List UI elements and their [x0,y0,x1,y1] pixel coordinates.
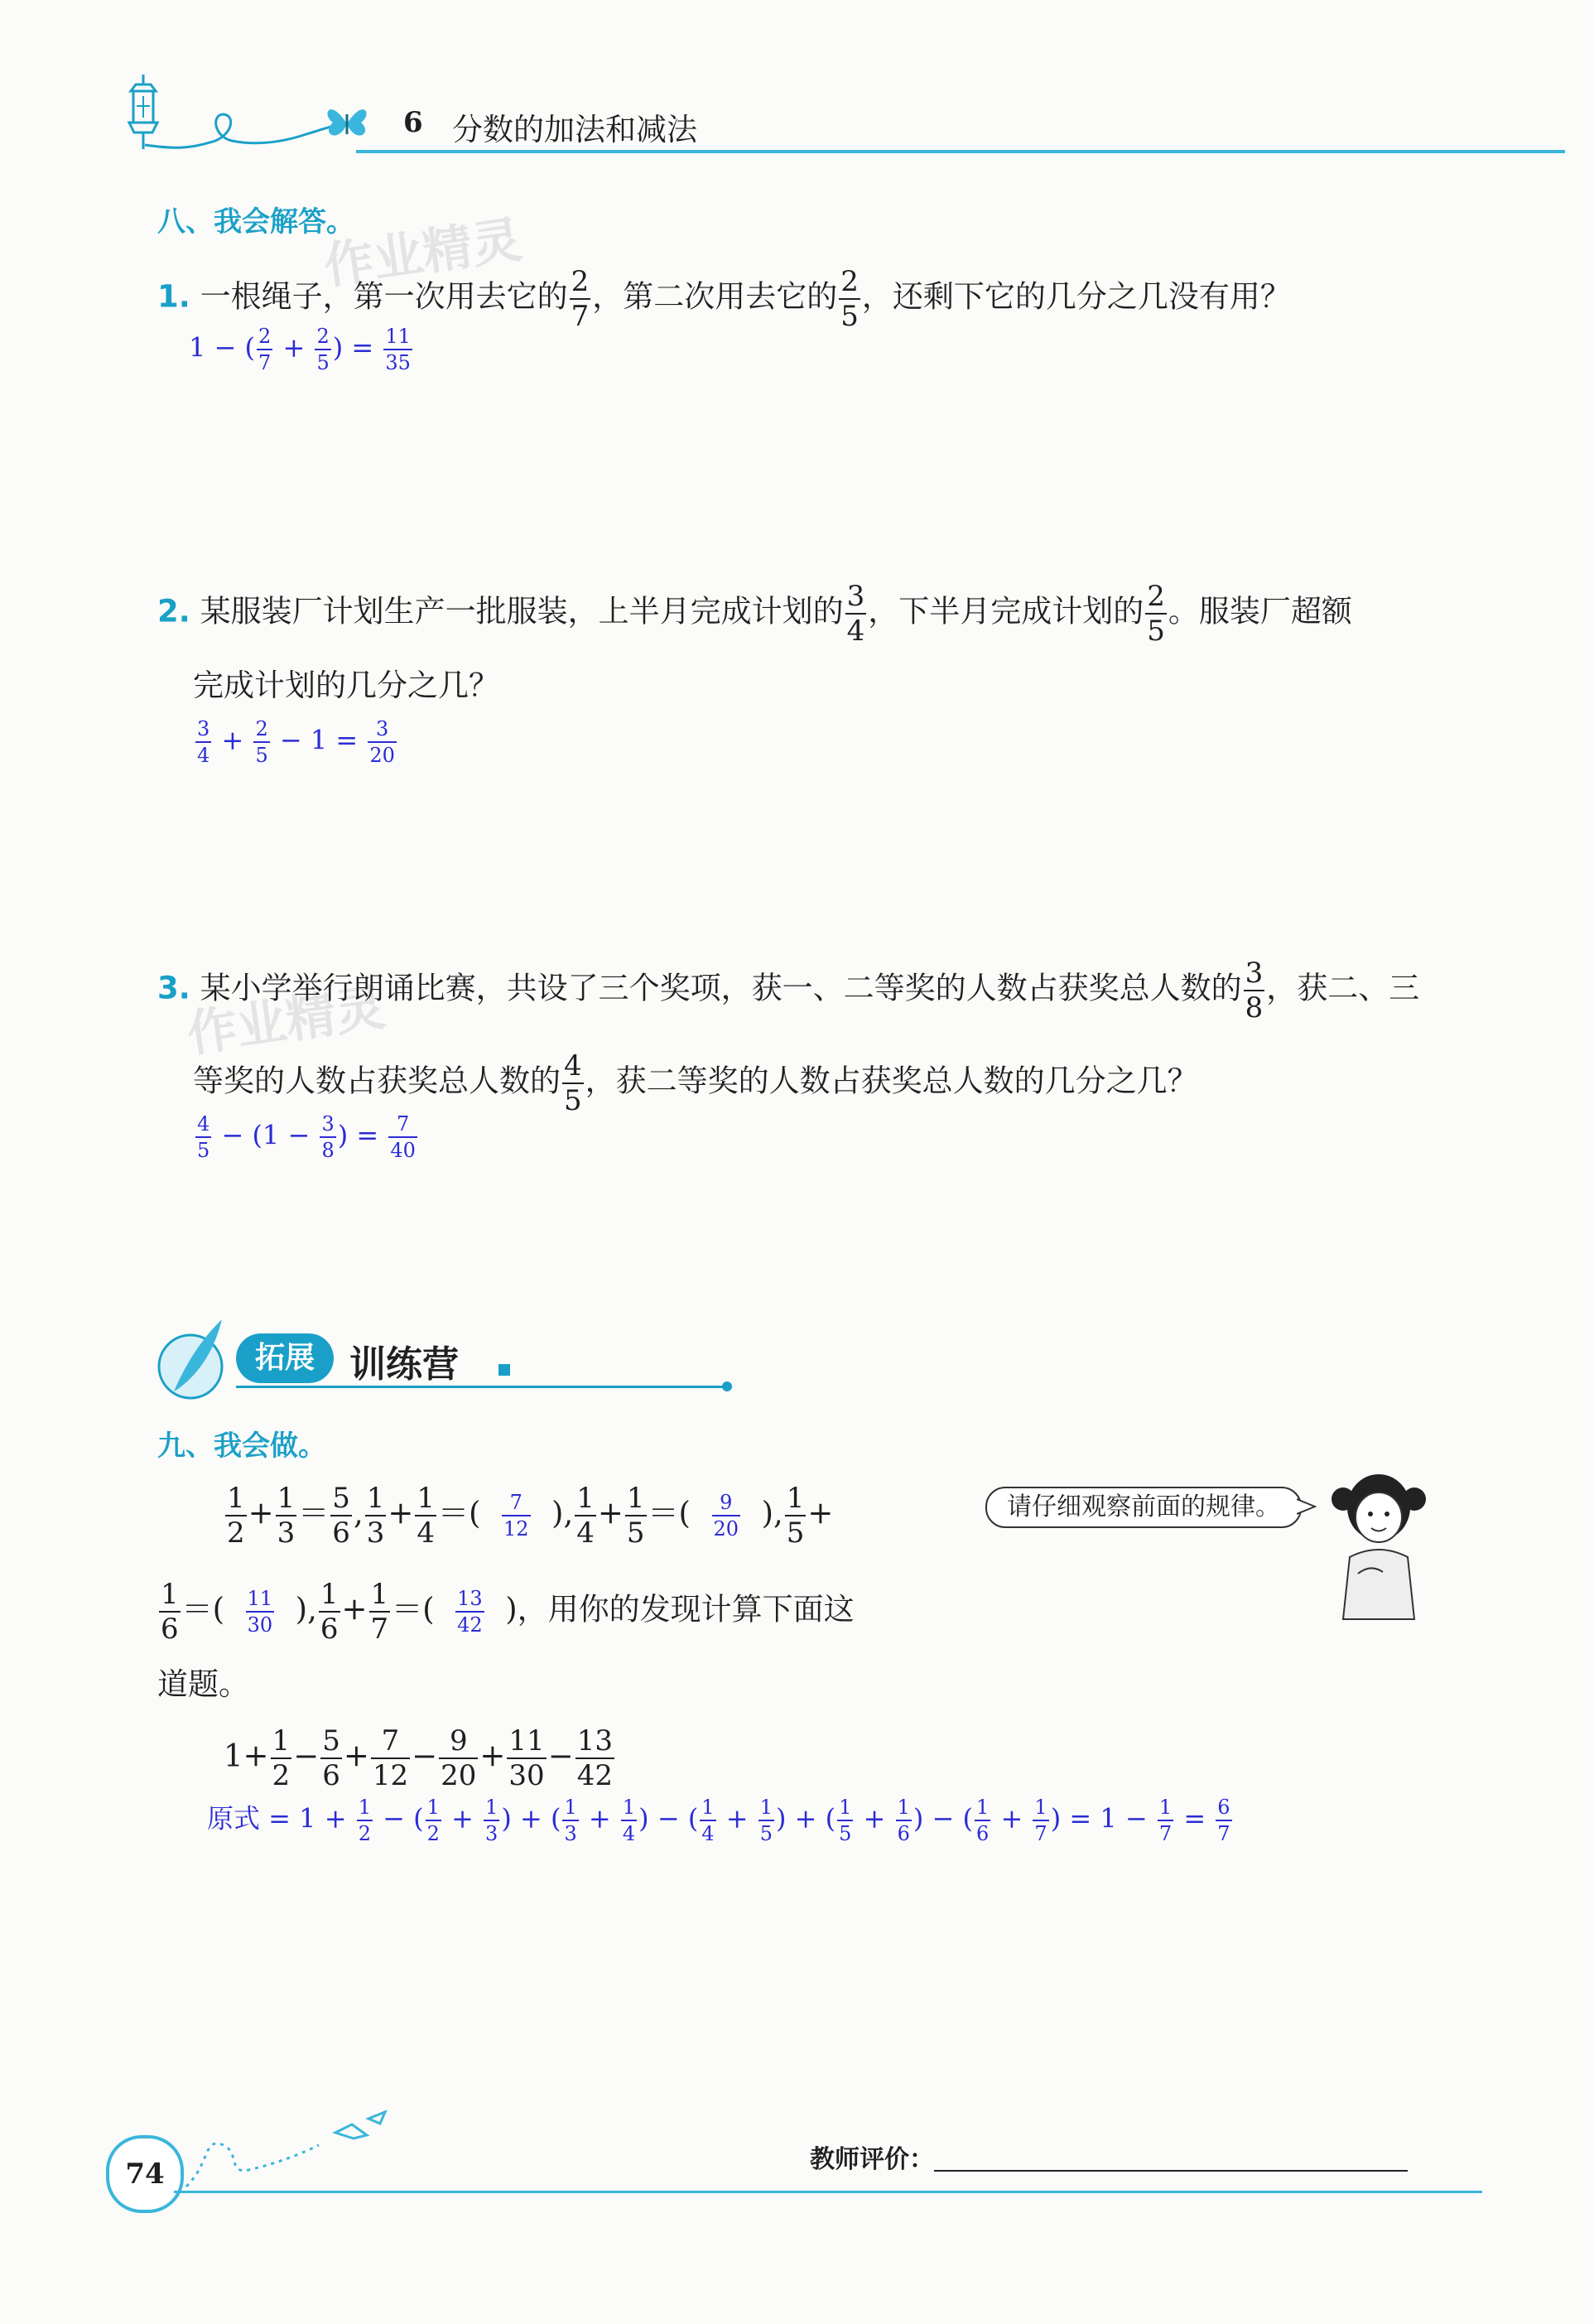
fraction: $\frac{3}{8}$ [1245,957,1264,1025]
watermark: 作业精灵 [183,978,389,1064]
answer-blank-2: $\frac{9}{20}$ [713,1491,739,1540]
banner-rule [236,1386,725,1388]
speech-bubble [985,1487,1302,1528]
fraction: $\frac{3}{4}$ [846,580,865,648]
fraction: $\frac{2}{7}$ [571,265,590,333]
bubble-tail [1297,1497,1317,1516]
question-3-line-2: 等奖的人数占获奖总人数的 $\frac{4}{5}$ ，获二等奖的人数占获奖总人数的几分之几？ [193,1049,1198,1117]
chapter-number: 6 [403,106,423,139]
question-number: 3. [157,970,190,1006]
watermark: 作业精灵 [320,210,526,297]
teacher-evaluation-label: 教师评价： [810,2145,934,2174]
answer-3: $\frac{4}{5}$ − (1 − $\frac{3}{8}$ ) = $\frac{7}{40}$ [197,1112,416,1162]
fraction: $\frac{2}{5}$ [840,265,859,333]
answer-blank-1: $\frac{7}{12}$ [503,1491,529,1540]
banner-dot [722,1381,732,1391]
page-number: 74 [125,2158,165,2191]
answer-blank-3: $\frac{11}{30}$ [247,1587,273,1637]
question-number: 2. [157,593,190,629]
teacher-evaluation-line [934,2170,1408,2172]
header-rule [356,150,1565,153]
section-8-heading: 八、我会解答。 [157,205,354,239]
badge-text: 拓展 [254,1341,315,1375]
extension-banner [157,1313,737,1404]
question-2: 2. 某服装厂计划生产一批服装，上半月完成计划的 $\frac{3}{4}$ ，下半月完成计划的 $\frac{2}{5}$ 。服装厂超额 [157,580,1352,648]
answer-1: 1 − ( $\frac{2}{7}$ + $\frac{2}{5}$ ) = $\frac{11}{35}$ [189,325,411,374]
question-3: 3. 某小学举行朗诵比赛，共设了三个奖项，获一、二等奖的人数占获奖总人数的 $\frac{3}{8}$ ，获二、三 [157,957,1420,1025]
feather-icon [157,1313,232,1404]
pattern-line-3: 道题。 [157,1666,249,1702]
fraction: $\frac{2}{5}$ [1147,580,1165,648]
expression: 1+ $\frac{1}{2}$ − $\frac{5}{6}$ + $\frac{7}{12}$ − $\frac{9}{20}$ + $\frac{11}{30}$ − $\frac{13}{42}$ [224,1724,613,1792]
question-1: 1. 一根绳子，第一次用去它的 $\frac{2}{7}$ ，第二次用去它的 $\frac{2}{5}$ ，还剩下它的几分之几没有用？ [157,265,1291,333]
question-2-line-2: 完成计划的几分之几？ [193,668,499,703]
speech-bubble-text: 请仔细观察前面的规律。 [1007,1492,1280,1521]
chapter-title: 分数的加法和减法 [452,112,697,147]
pattern-line-2: $\frac{1}{6}$ ＝( $\frac{11}{30}$ ), $\frac{1}{6}$ + $\frac{1}{7}$ ＝( $\frac{13}{42}$ )，用你的发现计算下面这 [161,1578,855,1646]
butterfly-icon [321,98,373,146]
girl-illustration [1325,1466,1433,1623]
pattern-line-1: $\frac{1}{2}$ + $\frac{1}{3}$ ＝ $\frac{5}{6}$ , $\frac{1}{3}$ + $\frac{1}{4}$ ＝( $\frac{7}{12}$ ), $\frac{1}{4}$ + $\frac{1}{5}$ ＝( $\frac{9}{20}$ ), $\frac{1}{5}$ + [227,1482,834,1550]
title-square [498,1364,510,1376]
answer-blank-4: $\frac{13}{42}$ [457,1587,483,1637]
badge-pill [236,1333,334,1383]
footer-rule [174,2191,1482,2193]
solution: 原式 = 1 + $\frac{1}{2}$ − ( $\frac{1}{2}$ + $\frac{1}{3}$ ) + ( $\frac{1}{3}$ + $\frac{1}{4}$ ) − ( $\frac{1}{4}$ + $\frac{1}{5}$ ) + ( $\frac{1}{5}$ + $\frac{1}{6}$ ) − ( $\frac{1}{6}$ + $\frac{1}{7}$ ) = 1 − $\frac{1}{7}$ = $\frac{6}{7}$ [207,1796,1230,1845]
page-number-badge [106,2135,184,2213]
extension-title: 训练营 [349,1343,459,1386]
fraction: $\frac{4}{5}$ [564,1049,582,1117]
dotted-flight-decoration [178,2104,393,2195]
question-number: 1. [157,278,190,315]
answer-2: $\frac{3}{4}$ + $\frac{2}{5}$ − 1 = $\frac{3}{20}$ [197,717,395,767]
section-9-heading: 九、我会做。 [157,1430,326,1463]
header [0,0,1594,166]
